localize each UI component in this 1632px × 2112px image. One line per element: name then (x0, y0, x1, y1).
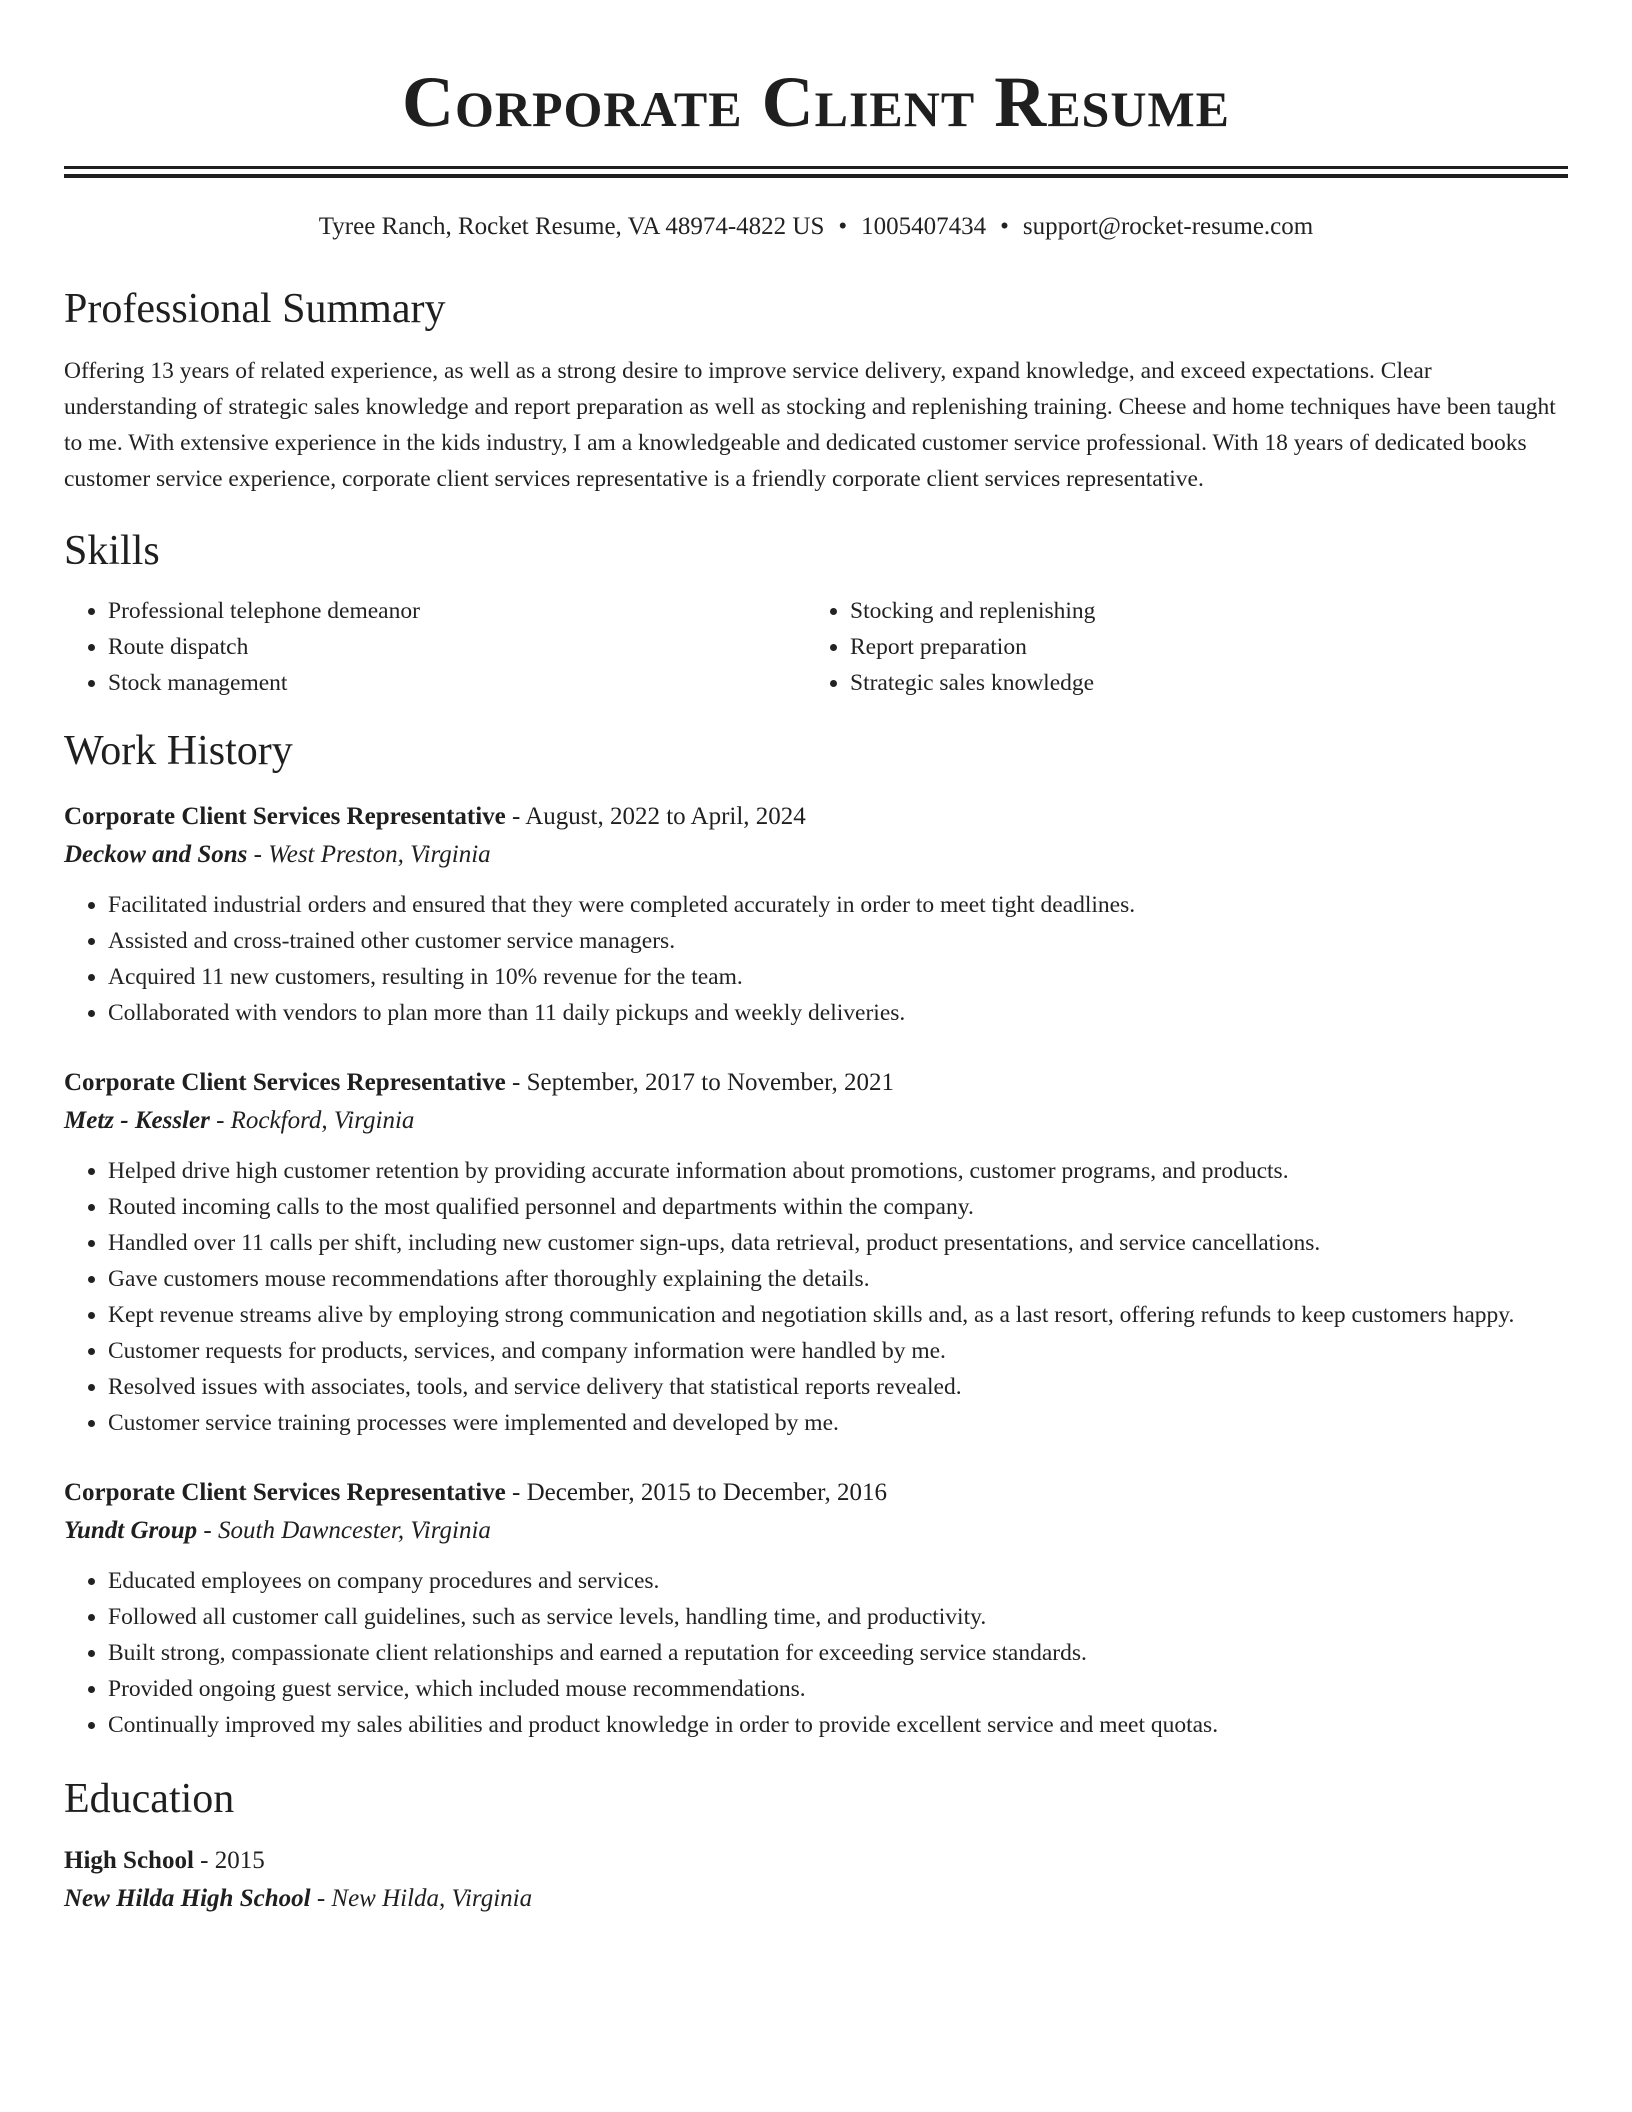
job-bullet: • Assisted and cross-trained other customer service managers. (108, 923, 1568, 959)
contact-separator: • (1000, 213, 1009, 240)
contact-separator: • (838, 213, 848, 240)
job-bullet: • Collaborated with vendors to plan more than 11 daily pickups and weekly deliveries. (108, 995, 1568, 1031)
job-bullet: • Followed all customer call guidelines, such as service levels, handling time, and productivity. (108, 1599, 1568, 1635)
job-entry (64, 799, 1568, 1031)
job-bullets (64, 1153, 1568, 1441)
job-bullet: • Kept revenue streams alive by employing strong communication and negotiation skills and, as a last resort, offering refunds to keep customers happy. (108, 1297, 1568, 1333)
job-title: Corporate Client Services Representative (64, 1069, 506, 1096)
job-bullet: • Acquired 11 new customers, resulting in 10% revenue for the team. (108, 959, 1568, 995)
job-bullet: • Handled over 11 calls per shift, including new customer sign-ups, data retrieval, product presentations, and service cancellations. (108, 1225, 1568, 1261)
skill-item: • Strategic sales knowledge (850, 665, 1548, 701)
employer-line (64, 835, 1568, 875)
employer-name: Metz - Kessler (64, 1107, 210, 1134)
resume-title: Corporate Client Resume (401, 62, 1231, 142)
school-line (64, 1879, 1568, 1919)
school-location: - New Hilda, Virginia (310, 1885, 533, 1912)
job-title: Corporate Client Services Representative (64, 1479, 506, 1506)
job-title-line (64, 1065, 1568, 1101)
title-rule-top (64, 166, 1568, 169)
graduation-year: - 2015 (193, 1847, 265, 1874)
contact-phone: 1005407434 (861, 213, 987, 240)
employer-location: - West Preston, Virginia (247, 841, 491, 868)
title-rule-bottom (64, 174, 1568, 178)
skills-column-left (64, 593, 806, 701)
job-bullet: • Customer requests for products, services, and company information were handled by me. (108, 1333, 1568, 1369)
skill-item: • Stock management (108, 665, 806, 701)
job-bullet: • Helped drive high customer retention by providing accurate information about promotions, customer programs, and products. (108, 1153, 1568, 1189)
job-bullet: • Customer service training processes were implemented and developed by me. (108, 1405, 1568, 1441)
work-history-heading: Work History (64, 728, 293, 774)
skill-item: • Stocking and replenishing (850, 593, 1548, 629)
job-bullet: • Resolved issues with associates, tools, and service delivery that statistical reports revealed. (108, 1369, 1568, 1405)
employer-name: Deckow and Sons (64, 841, 248, 868)
skills-heading: Skills (64, 528, 160, 574)
education-heading: Education (64, 1776, 235, 1822)
job-dates: - September, 2017 to November, 2021 (505, 1069, 894, 1096)
employer-name: Yundt Group (64, 1517, 198, 1544)
employer-line (64, 1511, 1568, 1551)
employer-line (64, 1101, 1568, 1141)
skills-column-right (806, 593, 1548, 701)
job-bullet: • Provided ongoing guest service, which included mouse recommendations. (108, 1671, 1568, 1707)
job-bullet: • Continually improved my sales abilities and product knowledge in order to provide excellent service and meet quotas. (108, 1707, 1568, 1743)
job-bullet: • Gave customers mouse recommendations after thoroughly explaining the details. (108, 1261, 1568, 1297)
skill-item: • Route dispatch (108, 629, 806, 665)
skill-item: • Professional telephone demeanor (108, 593, 806, 629)
job-title-line (64, 799, 1568, 835)
job-bullet: • Routed incoming calls to the most qualified personnel and departments within the company. (108, 1189, 1568, 1225)
summary-text: Offering 13 years of related experience, as well as a strong desire to improve service delivery, expand knowledge, and exceed expectations. Clear understanding of strategic sales knowledge and report preparation as well as stocking and replenishing training. Cheese and home techniques have been taught to me. With extensive experience in the kids industry, I am a knowledgeable and dedicated customer service professional. With 18 years of dedicated books customer service experience, corporate client services representative is a friendly corporate client services representative. (64, 358, 1556, 492)
contact-address: Tyree Ranch, Rocket Resume, VA 48974-4822 US (318, 213, 825, 240)
job-dates: - August, 2022 to April, 2024 (505, 803, 806, 830)
employer-location: - Rockford, Virginia (209, 1107, 415, 1134)
job-bullet: • Facilitated industrial orders and ensured that they were completed accurately in order to meet tight deadlines. (108, 887, 1568, 923)
job-entry (64, 1475, 1568, 1743)
contact-line (64, 211, 1568, 243)
skills-list (64, 593, 1568, 701)
contact-email: support@rocket-resume.com (1022, 213, 1314, 240)
job-title: Corporate Client Services Representative (64, 803, 506, 830)
job-title-line (64, 1475, 1568, 1511)
job-bullets (64, 887, 1568, 1031)
school-name: New Hilda High School (64, 1885, 311, 1912)
education-entry (64, 1843, 1568, 1919)
skill-item: • Report preparation (850, 629, 1548, 665)
employer-location: - South Dawncester, Virginia (197, 1517, 491, 1544)
resume-page (64, 0, 1568, 1919)
degree: High School (64, 1847, 194, 1874)
job-bullets (64, 1563, 1568, 1743)
summary-heading: Professional Summary (64, 286, 446, 332)
job-bullet: • Built strong, compassionate client relationships and earned a reputation for exceeding service standards. (108, 1635, 1568, 1671)
degree-line (64, 1843, 1568, 1879)
job-entry (64, 1065, 1568, 1441)
job-dates: - December, 2015 to December, 2016 (505, 1479, 887, 1506)
job-bullet: • Educated employees on company procedures and services. (108, 1563, 1568, 1599)
